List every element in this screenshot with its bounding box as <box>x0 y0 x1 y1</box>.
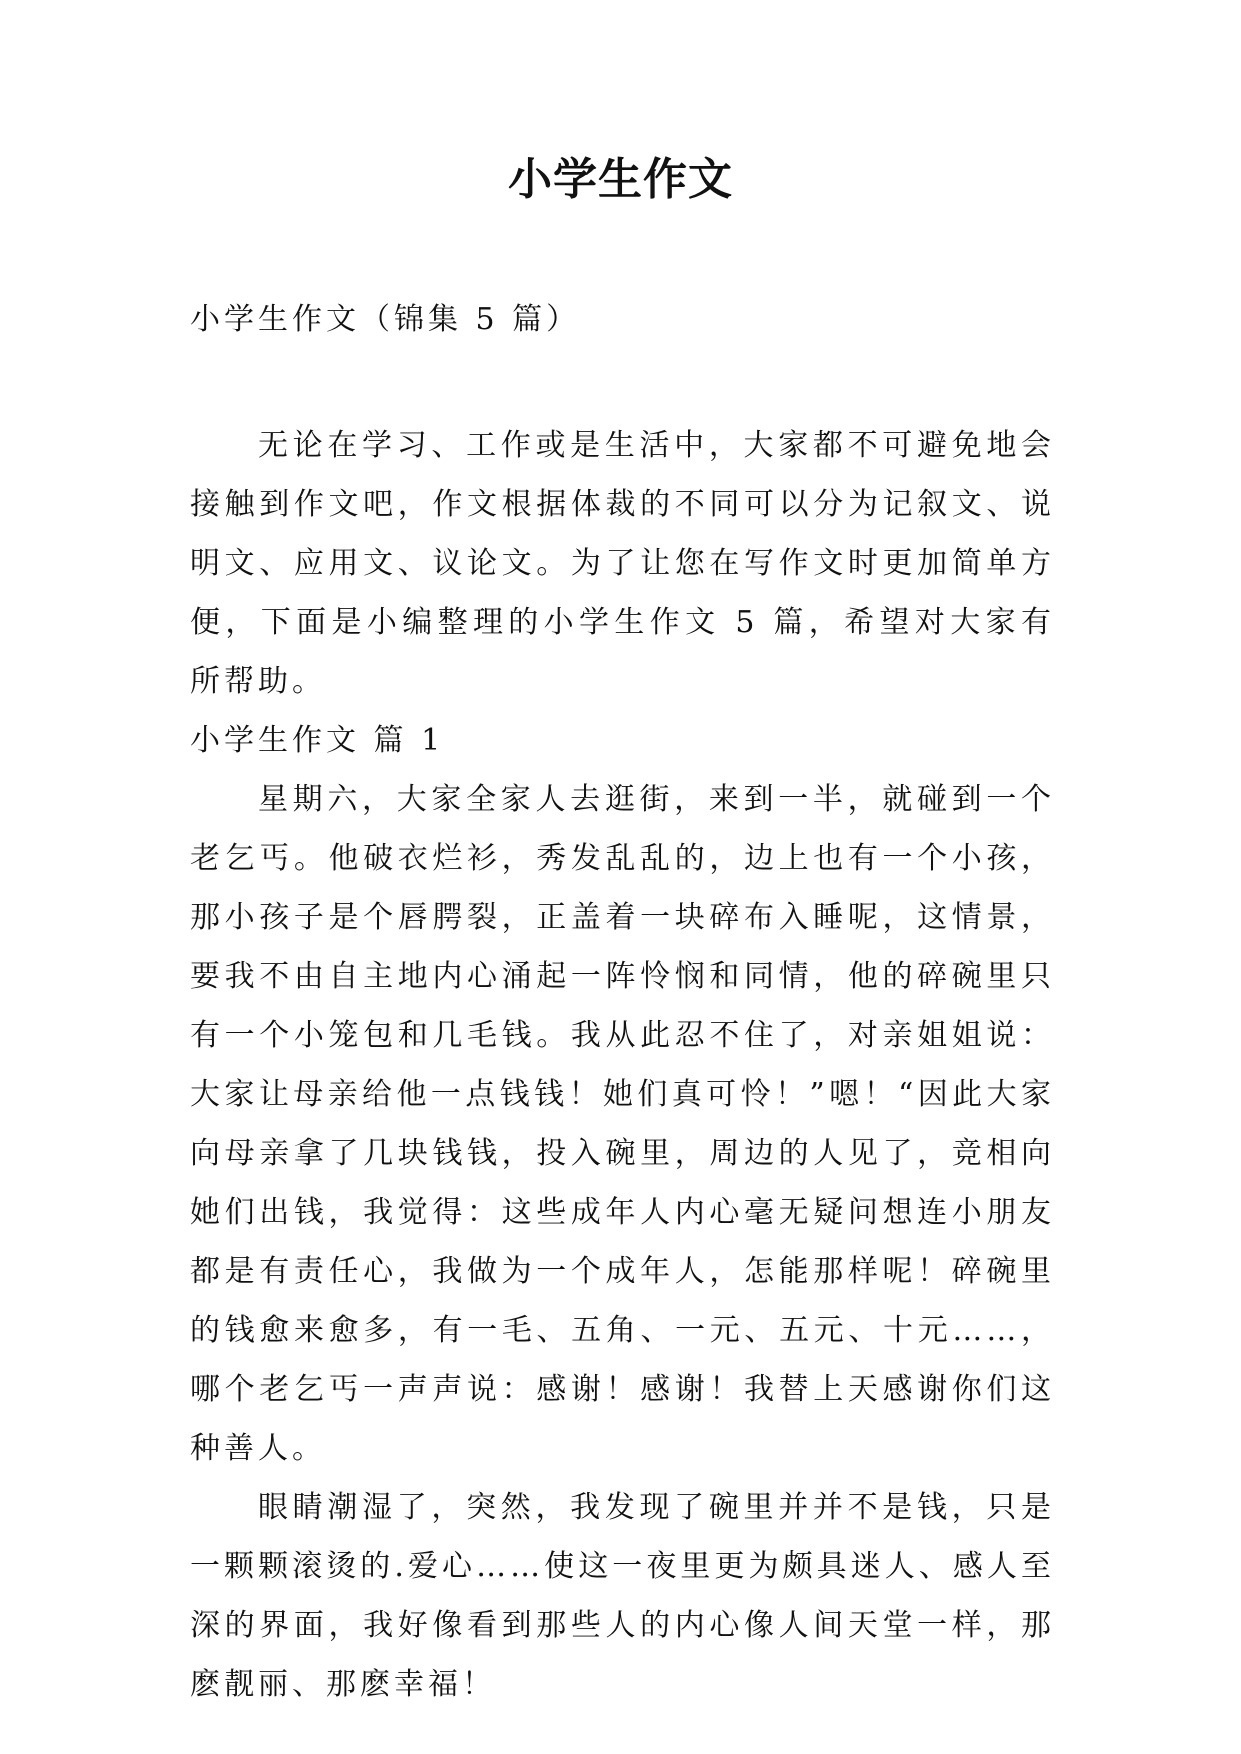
body-paragraph: 星期六，大家全家人去逛街，来到一半，就碰到一个老乞丐。他破衣烂衫，秀发乱乱的，边上也有一个小孩，那小孩子是个唇腭裂，正盖着一块碎布入睡呢，这情景，要我不由自主地内心涌起一阵怜悯和同情，他的碎碗里只有一个小笼包和几毛钱。我从此忍不住了，对亲姐姐说：大家让母亲给他一点钱钱！她们真可怜！”嗯！“因此大家向母亲拿了几块钱钱，投入碗里，周边的人见了，竞相向她们出钱，我觉得：这些成年人内心毫无疑问想连小朋友都是有责任心，我做为一个成年人，怎能那样呢！碎碗里的钱愈来愈多，有一毛、五角、一元、五元、十元……，哪个老乞丐一声声说：感谢！感谢！我替上天感谢你们这种善人。 <box>190 782 1055 1466</box>
document-title: 小学生作文 <box>508 154 733 205</box>
document-subtitle: 小学生作文（锦集 5 篇） <box>190 302 581 337</box>
section-heading: 小学生作文 篇 1 <box>190 723 445 758</box>
body-paragraph: 眼睛潮湿了，突然，我发现了碗里并并不是钱，只是一颗颗滚烫的.爱心……使这一夜里更为颇具迷人、感人至深的界面，我好像看到那些人的内心像人间天堂一样，那麽靓丽、那麽幸福！ <box>190 1490 1055 1702</box>
intro-paragraph: 无论在学习、工作或是生活中，大家都不可避免地会接触到作文吧，作文根据体裁的不同可以分为记叙文、说明文、应用文、议论文。为了让您在写作文时更加简单方便，下面是小编整理的小学生作文 5 篇，希望对大家有所帮助。 <box>190 428 1055 699</box>
spacer <box>190 349 1055 416</box>
document-body <box>190 290 1055 1714</box>
